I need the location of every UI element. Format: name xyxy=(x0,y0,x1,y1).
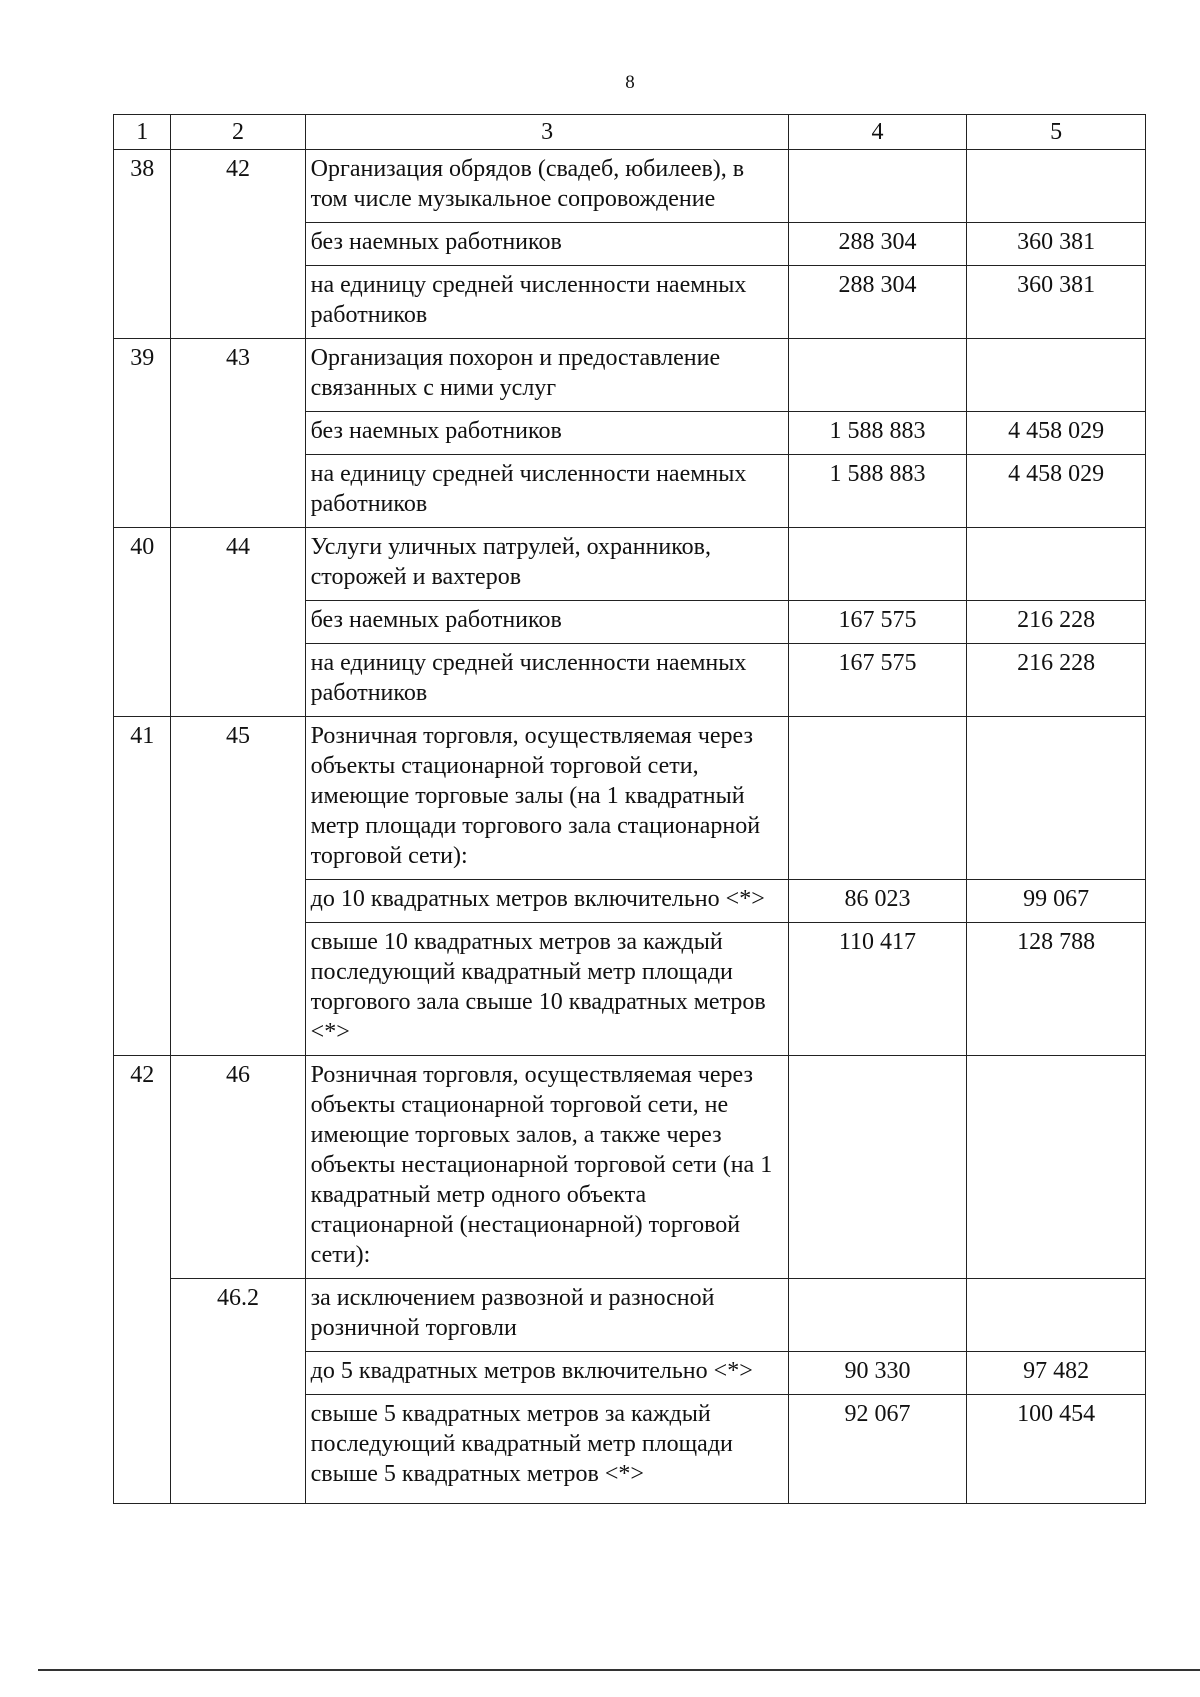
value-col-4: 86 023 xyxy=(788,880,967,923)
activity-code: 42 xyxy=(171,150,305,339)
activity-code: 45 xyxy=(171,717,305,1056)
row-label: на единицу средней численности наемных работников xyxy=(305,644,788,717)
group-row-41 xyxy=(114,717,1146,880)
value-col-4: 110 417 xyxy=(788,923,967,1056)
value-col-5: 4 458 029 xyxy=(967,412,1146,455)
value-col-5: 97 482 xyxy=(967,1352,1146,1395)
row-number: 42 xyxy=(114,1056,171,1504)
row-number: 39 xyxy=(114,339,171,528)
value-col-5: 216 228 xyxy=(967,644,1146,717)
row-number: 38 xyxy=(114,150,171,339)
value-col-4: 167 575 xyxy=(788,644,967,717)
row-label: свыше 10 квадратных метров за каждый последующий квадратный метр площади торгового зала свыше 10 квадратных метров <*> xyxy=(305,923,788,1056)
group-row-40 xyxy=(114,528,1146,601)
value-col-5: 216 228 xyxy=(967,601,1146,644)
group-row-38 xyxy=(114,150,1146,223)
row-number: 41 xyxy=(114,717,171,1056)
row-label: на единицу средней численности наемных работников xyxy=(305,455,788,528)
group-row-42 xyxy=(114,1056,1146,1279)
value-col-4: 1 588 883 xyxy=(788,412,967,455)
row-label: на единицу средней численности наемных работников xyxy=(305,266,788,339)
value-col-4: 1 588 883 xyxy=(788,455,967,528)
value-col-4: 90 330 xyxy=(788,1352,967,1395)
activity-title: Услуги уличных патрулей, охранников, сторожей и вахтеров xyxy=(305,528,788,601)
activity-subcode: 46.2 xyxy=(171,1279,305,1504)
group-row-39 xyxy=(114,339,1146,412)
row-label: до 5 квадратных метров включительно <*> xyxy=(305,1352,788,1395)
activity-subtitle: за исключением развозной и разносной розничной торговли xyxy=(305,1279,788,1352)
value-col-5: 128 788 xyxy=(967,923,1146,1056)
header-row xyxy=(114,115,1146,150)
activity-code: 46 xyxy=(171,1056,305,1279)
activity-code: 44 xyxy=(171,528,305,717)
value-col-5: 99 067 xyxy=(967,880,1146,923)
tariff-table xyxy=(113,114,1146,1504)
activity-code: 43 xyxy=(171,339,305,528)
row-label: без наемных работников xyxy=(305,412,788,455)
value-col-4: 288 304 xyxy=(788,223,967,266)
value-col-5: 100 454 xyxy=(967,1395,1146,1504)
activity-title: Организация обрядов (свадеб, юбилеев), в том числе музыкальное сопровождение xyxy=(305,150,788,223)
activity-title: Розничная торговля, осуществляемая через объекты стационарной торговой сети, имеющие торговые залы (на 1 квадратный метр площади торгового зала стационарной торговой сети): xyxy=(305,717,788,880)
row-number: 40 xyxy=(114,528,171,717)
header-col-5: 5 xyxy=(967,115,1146,150)
page-number: 8 xyxy=(625,72,635,93)
subgroup-row-46-2 xyxy=(114,1279,1146,1352)
row-label: до 10 квадратных метров включительно <*> xyxy=(305,880,788,923)
value-col-4: 167 575 xyxy=(788,601,967,644)
footer-divider xyxy=(38,1669,1200,1671)
header-col-2: 2 xyxy=(171,115,305,150)
value-col-5: 360 381 xyxy=(967,223,1146,266)
activity-title: Розничная торговля, осуществляемая через объекты стационарной торговой сети, не имеющие торговых залов, а также через объекты нестационарной торговой сети (на 1 квадратный метр одного объекта стационарной (нестационарной) торговой сети): xyxy=(305,1056,788,1279)
row-label: без наемных работников xyxy=(305,223,788,266)
header-col-1: 1 xyxy=(114,115,171,150)
value-col-5: 4 458 029 xyxy=(967,455,1146,528)
header-col-4: 4 xyxy=(788,115,967,150)
value-col-5: 360 381 xyxy=(967,266,1146,339)
activity-title: Организация похорон и предоставление связанных с ними услуг xyxy=(305,339,788,412)
row-label: свыше 5 квадратных метров за каждый последующий квадратный метр площади свыше 5 квадратных метров <*> xyxy=(305,1395,788,1504)
header-col-3: 3 xyxy=(305,115,788,150)
value-col-4: 288 304 xyxy=(788,266,967,339)
row-label: без наемных работников xyxy=(305,601,788,644)
value-col-4: 92 067 xyxy=(788,1395,967,1504)
